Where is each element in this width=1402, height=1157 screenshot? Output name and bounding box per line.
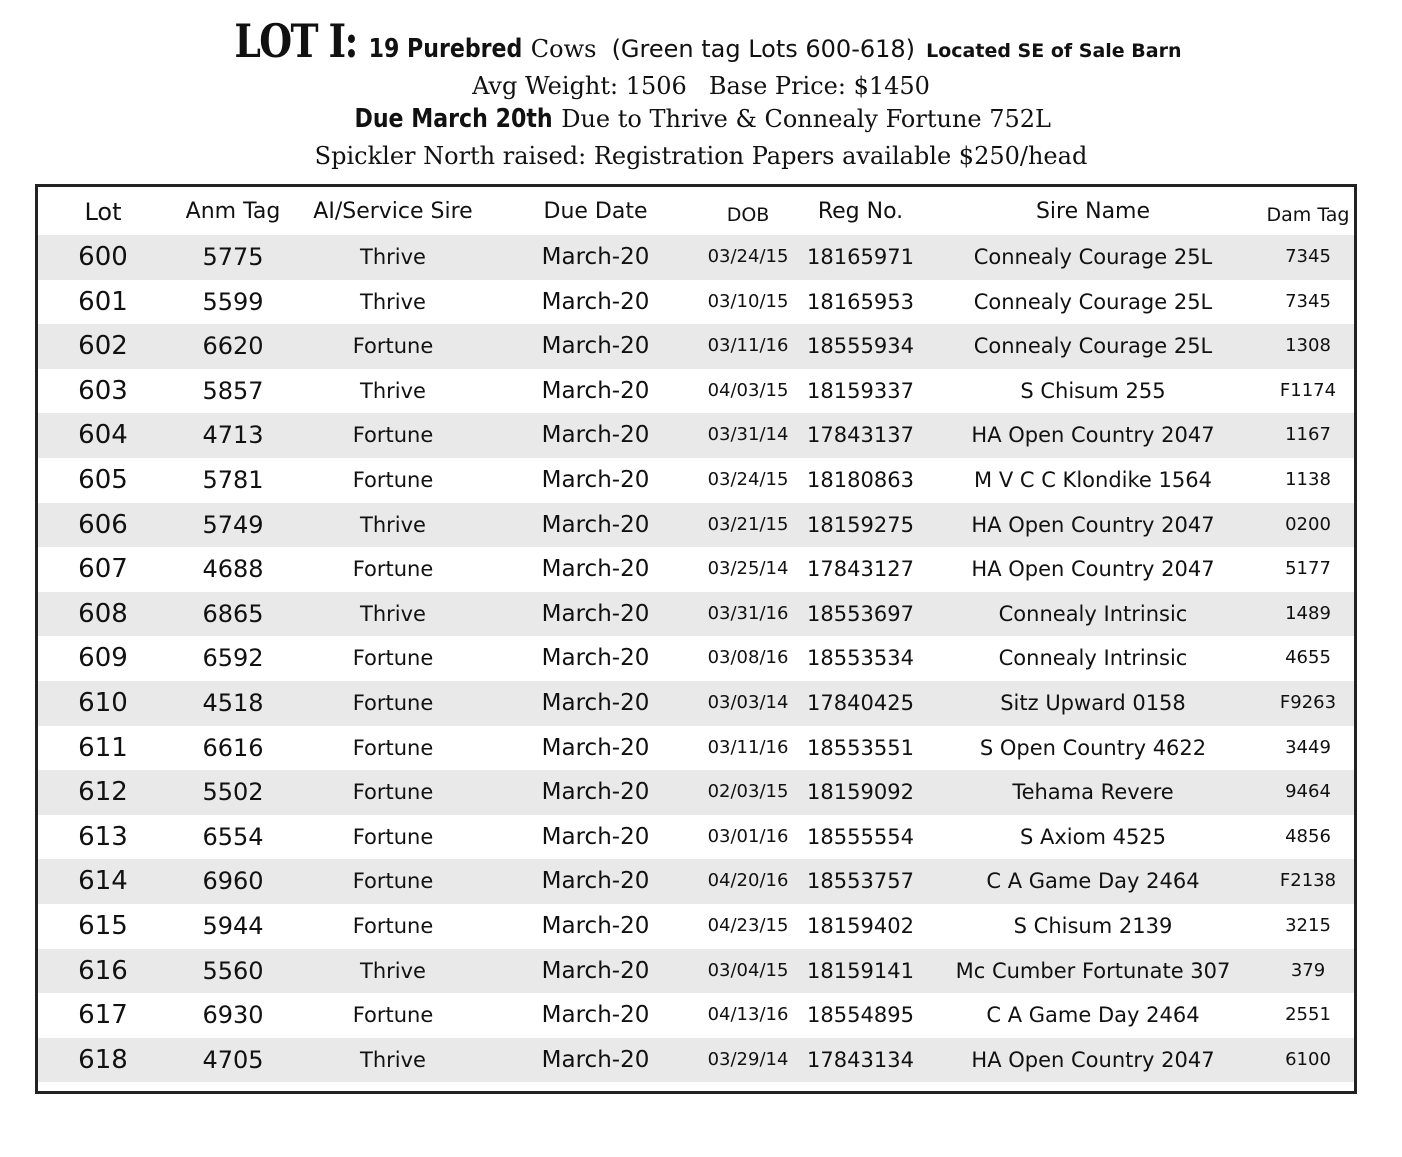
due-date-cell: March-20	[541, 511, 650, 538]
lot-cell: 604	[78, 420, 128, 451]
sire-name-cell: Sitz Upward 0158	[1000, 690, 1186, 715]
table-body	[38, 235, 1354, 1082]
raised-line: Spickler North raised: Registration Papers available $250/head	[314, 142, 1088, 170]
sire-name-cell: Connealy Courage 25L	[973, 334, 1213, 359]
due-date-cell: March-20	[541, 689, 650, 716]
dob-cell: 03/11/16	[707, 736, 789, 758]
table-row	[38, 726, 1354, 771]
green-tag-label: (Green tag Lots 600-618)	[611, 35, 916, 63]
lot-cell: 616	[78, 955, 128, 986]
reg-no-cell: 18159141	[807, 958, 914, 983]
anm-tag-cell: 4688	[202, 555, 264, 584]
reg-no-cell: 18159337	[807, 378, 914, 403]
lot-cell: 601	[78, 286, 128, 317]
dam-tag-cell: 4856	[1285, 825, 1331, 847]
table-row	[38, 815, 1354, 860]
reg-no-cell: 17843134	[807, 1047, 914, 1072]
due-date-cell: March-20	[541, 957, 650, 984]
lot-cell: 613	[78, 821, 128, 852]
lot-cell: 606	[78, 509, 128, 540]
due-date-cell: March-20	[541, 422, 650, 449]
due-date-cell: March-20	[541, 734, 650, 761]
sire-name-cell: C A Game Day 2464	[986, 869, 1200, 894]
dam-tag-cell: 379	[1290, 959, 1326, 981]
service-sire-cell: Thrive	[360, 289, 426, 314]
due-line	[0, 104, 1402, 134]
due-date-cell: March-20	[541, 288, 650, 315]
sire-name-cell: Connealy Courage 25L	[973, 289, 1213, 314]
dam-tag-cell: 3449	[1285, 736, 1331, 758]
lot-title: LOT I:	[233, 14, 357, 68]
anm-tag-cell: 4713	[202, 421, 264, 450]
service-sire-cell: Fortune	[352, 646, 434, 671]
reg-no-cell: 17840425	[807, 690, 914, 715]
lot-cell: 610	[78, 687, 128, 718]
due-date-heading: Due March 20th	[354, 104, 553, 134]
table-row	[38, 235, 1354, 280]
due-date-cell: March-20	[541, 912, 650, 939]
dob-cell: 04/20/16	[707, 870, 789, 892]
dam-tag-cell: 3215	[1285, 914, 1331, 936]
avg-weight: Avg Weight: 1506	[472, 72, 687, 100]
table-row	[38, 859, 1354, 904]
lot-cell: 612	[78, 777, 128, 808]
due-date-cell: March-20	[541, 377, 650, 404]
service-sire-cell: Fortune	[352, 334, 434, 359]
dob-cell: 03/24/15	[707, 468, 789, 490]
col-service-sire: AI/Service Sire	[313, 199, 473, 224]
service-sire-cell: Thrive	[360, 512, 426, 537]
reg-no-cell: 18555934	[807, 334, 914, 359]
service-sire-cell: Fortune	[352, 1003, 434, 1028]
col-due-date: Due Date	[543, 199, 648, 224]
reg-no-cell: 18555554	[807, 824, 914, 849]
sire-name-cell: C A Game Day 2464	[986, 1003, 1200, 1028]
table-row	[38, 592, 1354, 637]
table-row	[38, 458, 1354, 503]
lot-cell: 607	[78, 554, 128, 585]
table-row	[38, 280, 1354, 325]
dam-tag-cell: 9464	[1285, 781, 1331, 803]
dob-cell: 03/31/16	[707, 602, 789, 624]
location-label: Located SE of Sale Barn	[926, 40, 1182, 62]
dam-tag-cell: 2551	[1285, 1004, 1331, 1026]
table-row	[38, 949, 1354, 994]
due-date-cell: March-20	[541, 1046, 650, 1073]
anm-tag-cell: 4518	[202, 688, 264, 717]
dob-cell: 03/21/15	[707, 513, 789, 535]
dam-tag-cell: 1489	[1285, 602, 1331, 624]
anm-tag-cell: 6616	[202, 733, 264, 762]
service-sire-cell: Thrive	[360, 601, 426, 626]
service-sire-cell: Fortune	[352, 869, 434, 894]
col-dam-tag: Dam Tag	[1266, 204, 1350, 226]
service-sire-cell: Fortune	[352, 690, 434, 715]
anm-tag-cell: 5857	[202, 376, 264, 405]
due-date-cell: March-20	[541, 556, 650, 583]
table-row	[38, 503, 1354, 548]
service-sire-cell: Fortune	[352, 824, 434, 849]
reg-no-cell: 18165971	[807, 245, 914, 269]
dob-cell: 03/04/15	[707, 959, 789, 981]
lot-cell: 600	[78, 242, 128, 272]
reg-no-cell: 18553534	[807, 646, 914, 671]
dob-cell: 04/13/16	[707, 1004, 789, 1026]
sire-name-cell: Mc Cumber Fortunate 307	[955, 958, 1231, 983]
table-row	[38, 770, 1354, 815]
service-sire-cell: Thrive	[360, 245, 426, 269]
due-date-cell: March-20	[541, 600, 650, 627]
due-date-cell: March-20	[541, 779, 650, 806]
sire-name-cell: S Chisum 255	[1020, 378, 1166, 403]
anm-tag-cell: 6554	[202, 822, 264, 851]
anm-tag-cell: 5560	[202, 956, 264, 985]
dam-tag-cell: 4655	[1285, 647, 1331, 669]
dob-cell: 03/08/16	[707, 647, 789, 669]
table-row	[38, 904, 1354, 949]
table-row	[38, 993, 1354, 1038]
dob-cell: 04/23/15	[707, 914, 789, 936]
table-row	[38, 636, 1354, 681]
due-date-cell: March-20	[541, 1002, 650, 1029]
dam-tag-cell: 1167	[1285, 424, 1331, 446]
anm-tag-cell: 5502	[202, 778, 264, 807]
dam-tag-cell: 7345	[1285, 290, 1331, 312]
dob-cell: 03/31/14	[707, 424, 789, 446]
dob-cell: 03/01/16	[707, 825, 789, 847]
sire-name-cell: Connealy Courage 25L	[973, 245, 1213, 269]
dam-tag-cell: F9263	[1279, 691, 1337, 713]
reg-no-cell: 18553697	[807, 601, 914, 626]
title-line	[0, 14, 1402, 68]
dob-cell: 03/03/14	[707, 691, 789, 713]
sire-name-cell: HA Open Country 2047	[971, 423, 1215, 448]
reg-no-cell: 18159402	[807, 913, 914, 938]
sire-name-cell: M V C C Klondike 1564	[974, 467, 1212, 492]
service-sire-cell: Fortune	[352, 913, 434, 938]
lot-cell: 617	[78, 1000, 128, 1031]
anm-tag-cell: 4705	[202, 1045, 264, 1074]
table-header	[38, 187, 1354, 235]
anm-tag-cell: 5944	[202, 911, 264, 940]
lot-cell: 614	[78, 866, 128, 897]
col-anm-tag: Anm Tag	[185, 199, 281, 224]
due-date-cell: March-20	[541, 466, 650, 493]
reg-no-cell: 18553757	[807, 869, 914, 894]
reg-no-cell: 18553551	[807, 735, 914, 760]
sire-name-cell: Tehama Revere	[1012, 780, 1174, 805]
dam-tag-cell: 1138	[1285, 468, 1331, 490]
due-date-cell: March-20	[541, 645, 650, 672]
table-row	[38, 1038, 1354, 1083]
reg-no-cell: 18159275	[807, 512, 914, 537]
anm-tag-cell: 6620	[202, 332, 264, 361]
lot-cell: 615	[78, 910, 128, 941]
lot-cell: 602	[78, 331, 128, 362]
sire-name-cell: HA Open Country 2047	[971, 557, 1215, 582]
dob-cell: 03/24/15	[707, 246, 789, 267]
lot-cell: 603	[78, 375, 128, 406]
anm-tag-cell: 5781	[202, 465, 264, 494]
cows-label: Cows	[530, 35, 597, 63]
dam-tag-cell: 6100	[1285, 1048, 1331, 1070]
lot-cell: 618	[78, 1044, 128, 1075]
table-row	[38, 369, 1354, 414]
dob-cell: 03/11/16	[707, 335, 789, 357]
anm-tag-cell: 5599	[202, 287, 264, 316]
sire-name-cell: S Chisum 2139	[1013, 913, 1173, 938]
dam-tag-cell: 7345	[1285, 246, 1331, 267]
due-sires: Due to Thrive & Connealy Fortune 752L	[561, 105, 1051, 133]
due-date-cell: March-20	[541, 823, 650, 850]
sire-name-cell: S Open Country 4622	[979, 735, 1207, 760]
reg-no-cell: 17843137	[807, 423, 914, 448]
col-dob: DOB	[726, 204, 770, 226]
dob-cell: 02/03/15	[707, 781, 789, 803]
service-sire-cell: Thrive	[360, 958, 426, 983]
service-sire-cell: Fortune	[352, 735, 434, 760]
service-sire-cell: Thrive	[360, 1047, 426, 1072]
dam-tag-cell: 0200	[1285, 513, 1331, 535]
anm-tag-cell: 6592	[202, 644, 264, 673]
service-sire-cell: Fortune	[352, 557, 434, 582]
table-row	[38, 547, 1354, 592]
service-sire-cell: Fortune	[352, 780, 434, 805]
anm-tag-cell: 5749	[202, 510, 264, 539]
table-row	[38, 681, 1354, 726]
due-date-cell: March-20	[541, 244, 650, 270]
due-date-cell: March-20	[541, 868, 650, 895]
lot-cell: 609	[78, 643, 128, 674]
sire-name-cell: S Axiom 4525	[1019, 824, 1167, 849]
dam-tag-cell: F1174	[1279, 379, 1337, 401]
table-row	[38, 413, 1354, 458]
col-reg-no: Reg No.	[817, 199, 904, 224]
dob-cell: 03/29/14	[707, 1048, 789, 1070]
weight-price-line	[0, 72, 1402, 100]
anm-tag-cell: 5775	[202, 243, 264, 271]
service-sire-cell: Fortune	[352, 467, 434, 492]
anm-tag-cell: 6930	[202, 1001, 264, 1030]
dam-tag-cell: 5177	[1285, 558, 1331, 580]
sire-name-cell: Connealy Intrinsic	[998, 646, 1188, 671]
sire-name-cell: HA Open Country 2047	[971, 512, 1215, 537]
sire-name-cell: Connealy Intrinsic	[998, 601, 1188, 626]
cattle-table	[35, 184, 1357, 1094]
reg-no-cell: 18180863	[807, 467, 914, 492]
dam-tag-cell: 1308	[1285, 335, 1331, 357]
reg-no-cell: 17843127	[807, 557, 914, 582]
due-date-cell: March-20	[541, 333, 650, 360]
lot-cell: 608	[78, 598, 128, 629]
dam-tag-cell: F2138	[1279, 870, 1337, 892]
reg-no-cell: 18554895	[807, 1003, 914, 1028]
reg-no-cell: 18159092	[807, 780, 914, 805]
lot-cell: 611	[78, 732, 128, 763]
col-lot: Lot	[84, 198, 122, 226]
anm-tag-cell: 6865	[202, 599, 264, 628]
anm-tag-cell: 6960	[202, 867, 264, 896]
dob-cell: 03/10/15	[707, 290, 789, 312]
dob-cell: 03/25/14	[707, 558, 789, 580]
sire-name-cell: HA Open Country 2047	[971, 1047, 1215, 1072]
dob-cell: 04/03/15	[707, 379, 789, 401]
col-sire-name: Sire Name	[1035, 199, 1151, 224]
base-price: Base Price: $1450	[708, 72, 930, 100]
service-sire-cell: Thrive	[360, 378, 426, 403]
purebred-count: 19 Purebred	[368, 34, 523, 64]
lot-cell: 605	[78, 464, 128, 495]
service-sire-cell: Fortune	[352, 423, 434, 448]
table-row	[38, 324, 1354, 369]
reg-no-cell: 18165953	[807, 289, 914, 314]
